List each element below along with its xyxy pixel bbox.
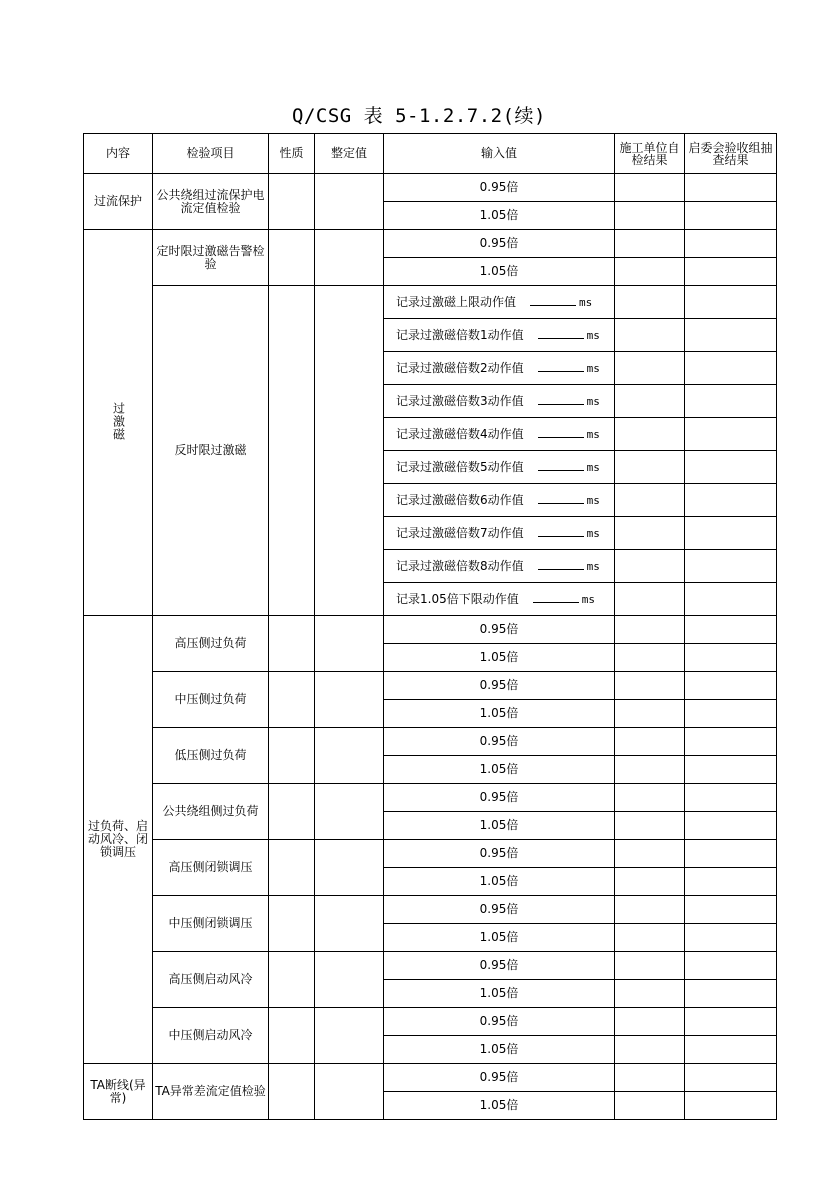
acceptance-result[interactable] (685, 385, 777, 418)
acceptance-result[interactable] (685, 583, 777, 616)
acceptance-result[interactable] (685, 484, 777, 517)
inspection-item: 中压侧闭锁调压 (153, 896, 269, 952)
unit-label: ms (579, 296, 593, 309)
section-content (84, 174, 153, 230)
record-value-blank[interactable] (538, 559, 584, 570)
self-check-result[interactable] (615, 484, 685, 517)
self-check-result[interactable] (615, 784, 685, 812)
acceptance-result[interactable] (685, 924, 777, 952)
self-check-result[interactable] (615, 644, 685, 672)
table-row (84, 230, 777, 258)
self-check-result[interactable] (615, 352, 685, 385)
inspection-item: 公共绕组过流保护电流定值检验 (153, 174, 269, 230)
record-label: 记录过激磁倍数1动作值 (396, 328, 524, 342)
input-value: 1.05倍 (384, 258, 615, 286)
inspection-item: 定时限过激磁告警检验 (153, 230, 269, 286)
self-check-result[interactable] (615, 230, 685, 258)
record-value-blank[interactable] (538, 493, 584, 504)
nature-cell[interactable] (269, 1064, 315, 1120)
setting-cell[interactable] (315, 1064, 384, 1120)
table-row (84, 896, 777, 924)
record-input-cell[interactable] (384, 319, 615, 352)
acceptance-result[interactable] (685, 1092, 777, 1120)
nature-cell[interactable] (269, 840, 315, 896)
unit-label: ms (586, 527, 600, 540)
setting-cell[interactable] (315, 230, 384, 286)
setting-cell[interactable] (315, 616, 384, 672)
input-value: 1.05倍 (384, 868, 615, 896)
input-value: 0.95倍 (384, 784, 615, 812)
self-check-result[interactable] (615, 840, 685, 868)
input-value: 0.95倍 (384, 1008, 615, 1036)
self-check-result[interactable] (615, 286, 685, 319)
record-input-cell[interactable] (384, 418, 615, 451)
self-check-result[interactable] (615, 174, 685, 202)
input-value: 0.95倍 (384, 1064, 615, 1092)
input-value: 0.95倍 (384, 728, 615, 756)
inspection-item: TA异常差流定值检验 (153, 1064, 269, 1120)
unit-label: ms (586, 428, 600, 441)
section-content (84, 616, 153, 1064)
acceptance-result[interactable] (685, 202, 777, 230)
inspection-item: 公共绕组侧过负荷 (153, 784, 269, 840)
input-value: 0.95倍 (384, 174, 615, 202)
header-acceptance: 启委会验收组抽查结果 (685, 134, 777, 174)
self-check-result[interactable] (615, 1092, 685, 1120)
nature-cell[interactable] (269, 672, 315, 728)
acceptance-result[interactable] (685, 644, 777, 672)
header-content: 内容 (84, 134, 153, 174)
header-input: 输入值 (384, 134, 615, 174)
setting-cell[interactable] (315, 672, 384, 728)
self-check-result[interactable] (615, 418, 685, 451)
header-item: 检验项目 (153, 134, 269, 174)
record-value-blank[interactable] (530, 295, 576, 306)
nature-cell[interactable] (269, 784, 315, 840)
inspection-item: 中压侧过负荷 (153, 672, 269, 728)
table-row (84, 952, 777, 980)
header-setting: 整定值 (315, 134, 384, 174)
self-check-result[interactable] (615, 700, 685, 728)
record-input-cell[interactable] (384, 352, 615, 385)
acceptance-result[interactable] (685, 286, 777, 319)
header-row (84, 134, 777, 174)
unit-label: ms (586, 560, 600, 573)
unit-label: ms (586, 395, 600, 408)
nature-cell[interactable] (269, 616, 315, 672)
self-check-result[interactable] (615, 451, 685, 484)
table-row (84, 1008, 777, 1036)
self-check-result[interactable] (615, 924, 685, 952)
input-value: 0.95倍 (384, 616, 615, 644)
record-value-blank[interactable] (538, 427, 584, 438)
record-label: 记录1.05倍下限动作值 (396, 592, 519, 606)
inspection-item: 高压侧启动风冷 (153, 952, 269, 1008)
self-check-result[interactable] (615, 672, 685, 700)
input-value: 0.95倍 (384, 672, 615, 700)
acceptance-result[interactable] (685, 784, 777, 812)
setting-cell[interactable] (315, 286, 384, 616)
record-value-blank[interactable] (538, 361, 584, 372)
record-label: 记录过激磁上限动作值 (396, 295, 517, 309)
self-check-result[interactable] (615, 616, 685, 644)
nature-cell[interactable] (269, 896, 315, 952)
setting-cell[interactable] (315, 174, 384, 230)
table-row (84, 174, 777, 202)
input-value: 1.05倍 (384, 1092, 615, 1120)
self-check-result[interactable] (615, 1008, 685, 1036)
self-check-result[interactable] (615, 756, 685, 784)
table-row (84, 840, 777, 868)
acceptance-result[interactable] (685, 812, 777, 840)
section-content-label: TA断线(异常) (90, 1077, 146, 1105)
self-check-result[interactable] (615, 385, 685, 418)
inspection-item: 中压侧启动风冷 (153, 1008, 269, 1064)
self-check-result[interactable] (615, 980, 685, 1008)
record-input-cell[interactable] (384, 517, 615, 550)
record-value-blank[interactable] (538, 328, 584, 339)
setting-cell[interactable] (315, 728, 384, 784)
setting-cell[interactable] (315, 1008, 384, 1064)
acceptance-result[interactable] (685, 700, 777, 728)
record-label: 记录过激磁倍数8动作值 (396, 559, 524, 573)
record-input-cell[interactable] (384, 484, 615, 517)
acceptance-result[interactable] (685, 728, 777, 756)
acceptance-result[interactable] (685, 756, 777, 784)
record-value-blank[interactable] (538, 460, 584, 471)
acceptance-result[interactable] (685, 550, 777, 583)
nature-cell[interactable] (269, 952, 315, 1008)
unit-label: ms (586, 329, 600, 342)
page-title: Q/CSG 表 5-1.2.7.2(续) (292, 105, 546, 127)
nature-cell[interactable] (269, 174, 315, 230)
inspection-item: 低压侧过负荷 (153, 728, 269, 784)
record-input-cell[interactable] (384, 583, 615, 616)
table-row (84, 672, 777, 700)
section-content-label: 过激磁 (111, 401, 126, 441)
input-value: 1.05倍 (384, 980, 615, 1008)
acceptance-result[interactable] (685, 840, 777, 868)
acceptance-result[interactable] (685, 868, 777, 896)
unit-label: ms (586, 494, 600, 507)
self-check-result[interactable] (615, 896, 685, 924)
self-check-result[interactable] (615, 1036, 685, 1064)
self-check-result[interactable] (615, 202, 685, 230)
record-label: 记录过激磁倍数4动作值 (396, 427, 524, 441)
record-label: 记录过激磁倍数2动作值 (396, 361, 524, 375)
acceptance-result[interactable] (685, 672, 777, 700)
inspection-item: 高压侧闭锁调压 (153, 840, 269, 896)
input-value: 1.05倍 (384, 700, 615, 728)
acceptance-result[interactable] (685, 616, 777, 644)
input-value: 1.05倍 (384, 202, 615, 230)
table-row (84, 784, 777, 812)
setting-cell[interactable] (315, 952, 384, 1008)
section-content-label: 过负荷、启动风冷、闭锁调压 (87, 819, 148, 859)
record-label: 记录过激磁倍数3动作值 (396, 394, 524, 408)
input-value: 1.05倍 (384, 756, 615, 784)
acceptance-result[interactable] (685, 1064, 777, 1092)
input-value: 0.95倍 (384, 952, 615, 980)
inspection-item: 高压侧过负荷 (153, 616, 269, 672)
input-value: 1.05倍 (384, 812, 615, 840)
nature-cell[interactable] (269, 1008, 315, 1064)
inspection-table (83, 133, 777, 1120)
self-check-result[interactable] (615, 550, 685, 583)
input-value: 0.95倍 (384, 840, 615, 868)
acceptance-result[interactable] (685, 230, 777, 258)
record-input-cell[interactable] (384, 385, 615, 418)
self-check-result[interactable] (615, 258, 685, 286)
unit-label: ms (586, 461, 600, 474)
section-content (84, 1064, 153, 1120)
nature-cell[interactable] (269, 230, 315, 286)
header-nature: 性质 (269, 134, 315, 174)
acceptance-result[interactable] (685, 517, 777, 550)
self-check-result[interactable] (615, 868, 685, 896)
acceptance-result[interactable] (685, 980, 777, 1008)
record-input-cell[interactable] (384, 550, 615, 583)
table-row (84, 616, 777, 644)
nature-cell[interactable] (269, 286, 315, 616)
input-value: 1.05倍 (384, 1036, 615, 1064)
record-value-blank[interactable] (538, 526, 584, 537)
self-check-result[interactable] (615, 1064, 685, 1092)
self-check-result[interactable] (615, 583, 685, 616)
input-value: 0.95倍 (384, 896, 615, 924)
input-value: 1.05倍 (384, 924, 615, 952)
table-row (84, 286, 777, 319)
self-check-result[interactable] (615, 728, 685, 756)
record-input-cell[interactable] (384, 286, 615, 319)
setting-cell[interactable] (315, 840, 384, 896)
acceptance-result[interactable] (685, 451, 777, 484)
record-input-cell[interactable] (384, 451, 615, 484)
self-check-result[interactable] (615, 319, 685, 352)
self-check-result[interactable] (615, 952, 685, 980)
section-content-label: 过流保护 (93, 194, 142, 208)
header-self-check: 施工单位自检结果 (615, 134, 685, 174)
acceptance-result[interactable] (685, 258, 777, 286)
self-check-result[interactable] (615, 517, 685, 550)
nature-cell[interactable] (269, 728, 315, 784)
record-label: 记录过激磁倍数7动作值 (396, 526, 524, 540)
setting-cell[interactable] (315, 896, 384, 952)
input-value: 0.95倍 (384, 230, 615, 258)
section-content (84, 230, 153, 616)
input-value: 1.05倍 (384, 644, 615, 672)
acceptance-result[interactable] (685, 418, 777, 451)
inspection-item: 反时限过激磁 (153, 286, 269, 616)
record-label: 记录过激磁倍数6动作值 (396, 493, 524, 507)
acceptance-result[interactable] (685, 319, 777, 352)
acceptance-result[interactable] (685, 174, 777, 202)
acceptance-result[interactable] (685, 1008, 777, 1036)
record-label: 记录过激磁倍数5动作值 (396, 460, 524, 474)
acceptance-result[interactable] (685, 1036, 777, 1064)
acceptance-result[interactable] (685, 896, 777, 924)
unit-label: ms (581, 593, 595, 606)
acceptance-result[interactable] (685, 352, 777, 385)
record-value-blank[interactable] (533, 592, 579, 603)
setting-cell[interactable] (315, 784, 384, 840)
self-check-result[interactable] (615, 812, 685, 840)
table-row (84, 1064, 777, 1092)
unit-label: ms (586, 362, 600, 375)
record-value-blank[interactable] (538, 394, 584, 405)
table-row (84, 728, 777, 756)
acceptance-result[interactable] (685, 952, 777, 980)
